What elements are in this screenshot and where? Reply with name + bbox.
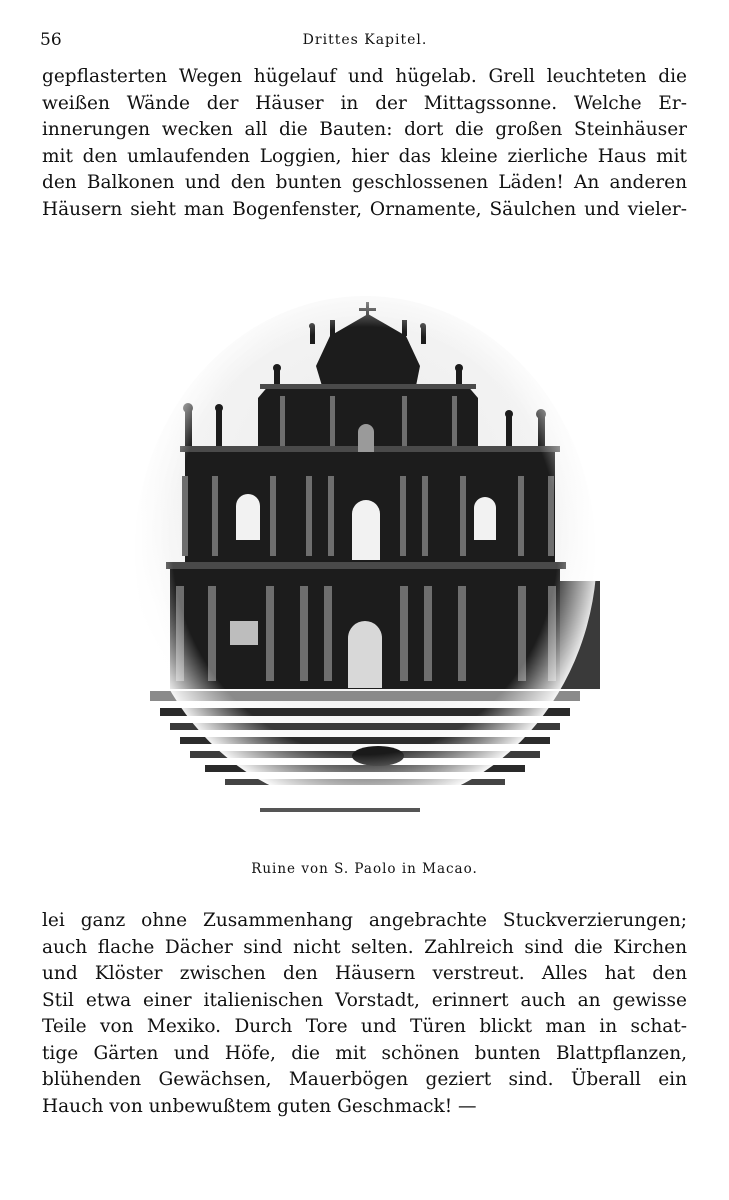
text-line: innerungen wecken all die Bauten: dort die großen Steinhäuser [42,119,687,140]
text-line: und Klöster zwischen den Häusern verstreut. Alles hat den [42,963,687,984]
text-line: gepflasterten Wegen hügelauf und hügelab. Grell leuchteten die [42,66,687,87]
facade-illustration [130,296,600,826]
text-line: auch flache Dächer sind nicht selten. Zahlreich sind die Kirchen [42,936,687,958]
paragraph-bottom [42,908,687,1120]
text-line: Stil etwa einer italienischen Vorstadt, erinnert auch an gewisse [42,989,687,1011]
text-line: den Balkonen und den bunten geschlossenen Läden! An anderen [42,172,687,193]
text-line: blühenden Gewächsen, Mauerbögen geziert sind. Überall ein [42,1069,687,1090]
page-number: 56 [40,30,62,50]
text-line: weißen Wände der Häuser in der Mittagssonne. Welche Er- [42,92,687,114]
paragraph-top [42,64,687,223]
photo-ruin-facade [130,296,600,826]
running-head: Drittes Kapitel. [302,32,428,48]
page-header [40,30,690,54]
text-line: Häusern sieht man Bogenfenster, Ornamente, Säulchen und vieler- [42,198,687,220]
text-line: tige Gärten und Höfe, die mit schönen bunten Blattpflanzen, [42,1042,687,1064]
text-line: mit den umlaufenden Loggien, hier das kleine zierliche Haus mit [42,145,687,167]
text-line: Hauch von unbewußtem guten Geschmack! — [42,1095,477,1117]
text-line: lei ganz ohne Zusammenhang angebrachte Stuckverzierungen; [42,910,687,931]
text-line: Teile von Mexiko. Durch Tore und Türen blickt man in schat- [42,1016,687,1037]
figure-caption: Ruine von S. Paolo in Macao. [251,861,478,877]
